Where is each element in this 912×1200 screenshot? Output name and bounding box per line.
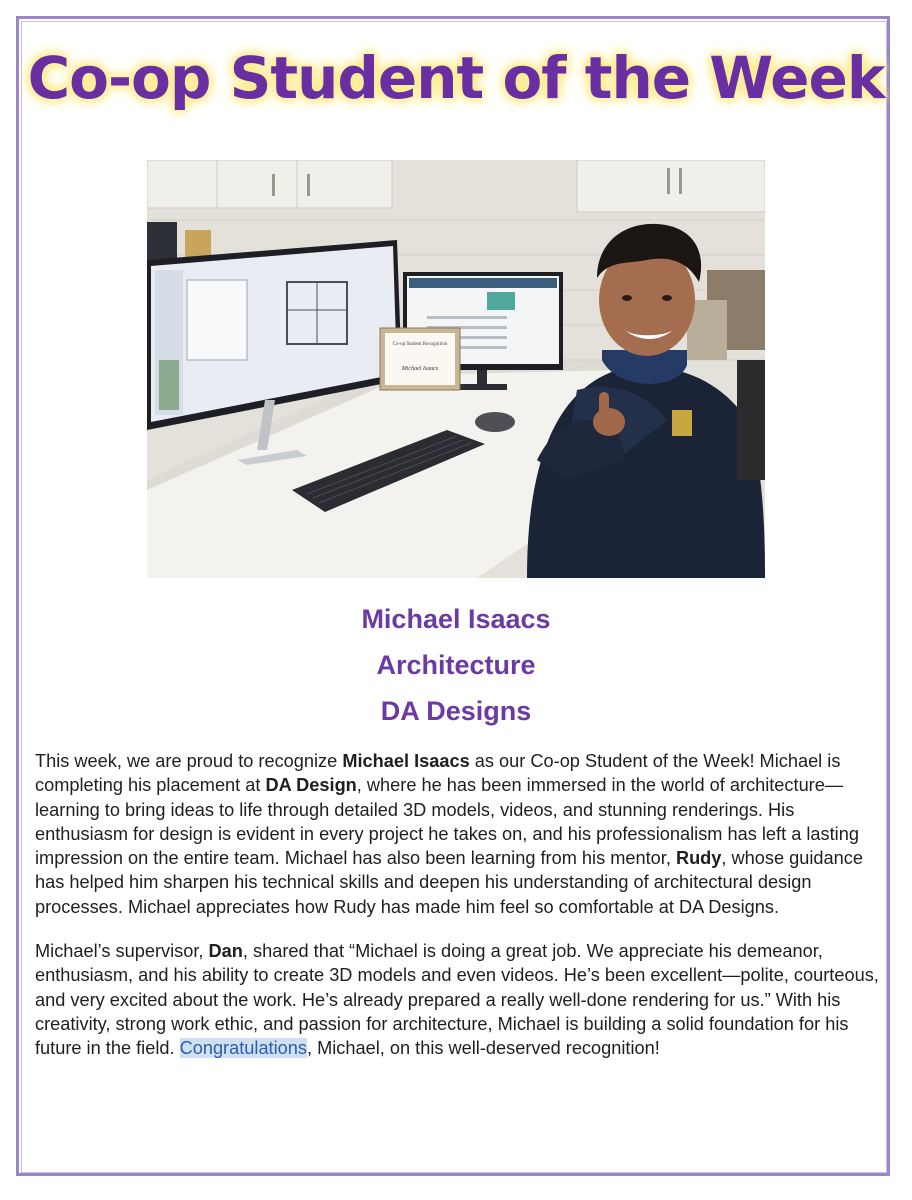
text-run: , Michael, on this well-deserved recognition! [306,1038,660,1059]
paragraph-2 [35,939,880,1060]
article-body [35,749,880,1061]
text-run: , whose guidance has helped him sharpen his technical skills and deepen his understanding of architectural design processes. Michael appreciates how Rudy has made him feel so comfortable at DA Designs. [35,848,863,917]
student-program: Architecture [376,650,536,680]
student-company: DA Designs [380,696,532,726]
text-run: , where he has been immersed in the world of architecture—learning to bring ideas to life through detailed 3D models, videos, and stunning renderings. His enthusiasm for design is evident in every project he takes on, and his professionalism has left a lasting impression on the entire team. Michael has also been learning from his mentor, [35,775,859,869]
student-info [0,596,912,734]
selected-text-highlight[interactable]: Congratulations [179,1038,307,1059]
bold-student-name: Michael Isaacs [342,751,470,771]
text-run: , shared that “Michael is doing a great job. We appreciate his demeanor, enthusiasm, and his ability to create 3D models and even videos. He’s been excellent—polite, courteous, and very excited about the work. He’s already prepared a really well-done rendering for us.” With his creativity, strong work ethic, and passion for architecture, Michael is building a solid foundation for his future in the field. [35,941,879,1059]
bold-company-name: DA Design [265,775,357,796]
certificate-signature: Michael Isaacs [401,366,439,372]
page-title: Co-op Student of the Week [27,44,885,112]
bold-supervisor-name: Dan [208,941,243,962]
student-photo [147,160,765,578]
text-run: This week, we are proud to recognize [35,751,343,771]
text-run: as our Co-op Student of the Week! Michael is completing his placement at [35,751,841,796]
paragraph-1 [35,749,880,919]
student-name: Michael Isaacs [361,604,551,634]
bold-mentor-name: Rudy [675,848,722,869]
certificate-text: Co-op Student Recognition [392,342,448,347]
text-run: Michael’s supervisor, [35,941,209,962]
